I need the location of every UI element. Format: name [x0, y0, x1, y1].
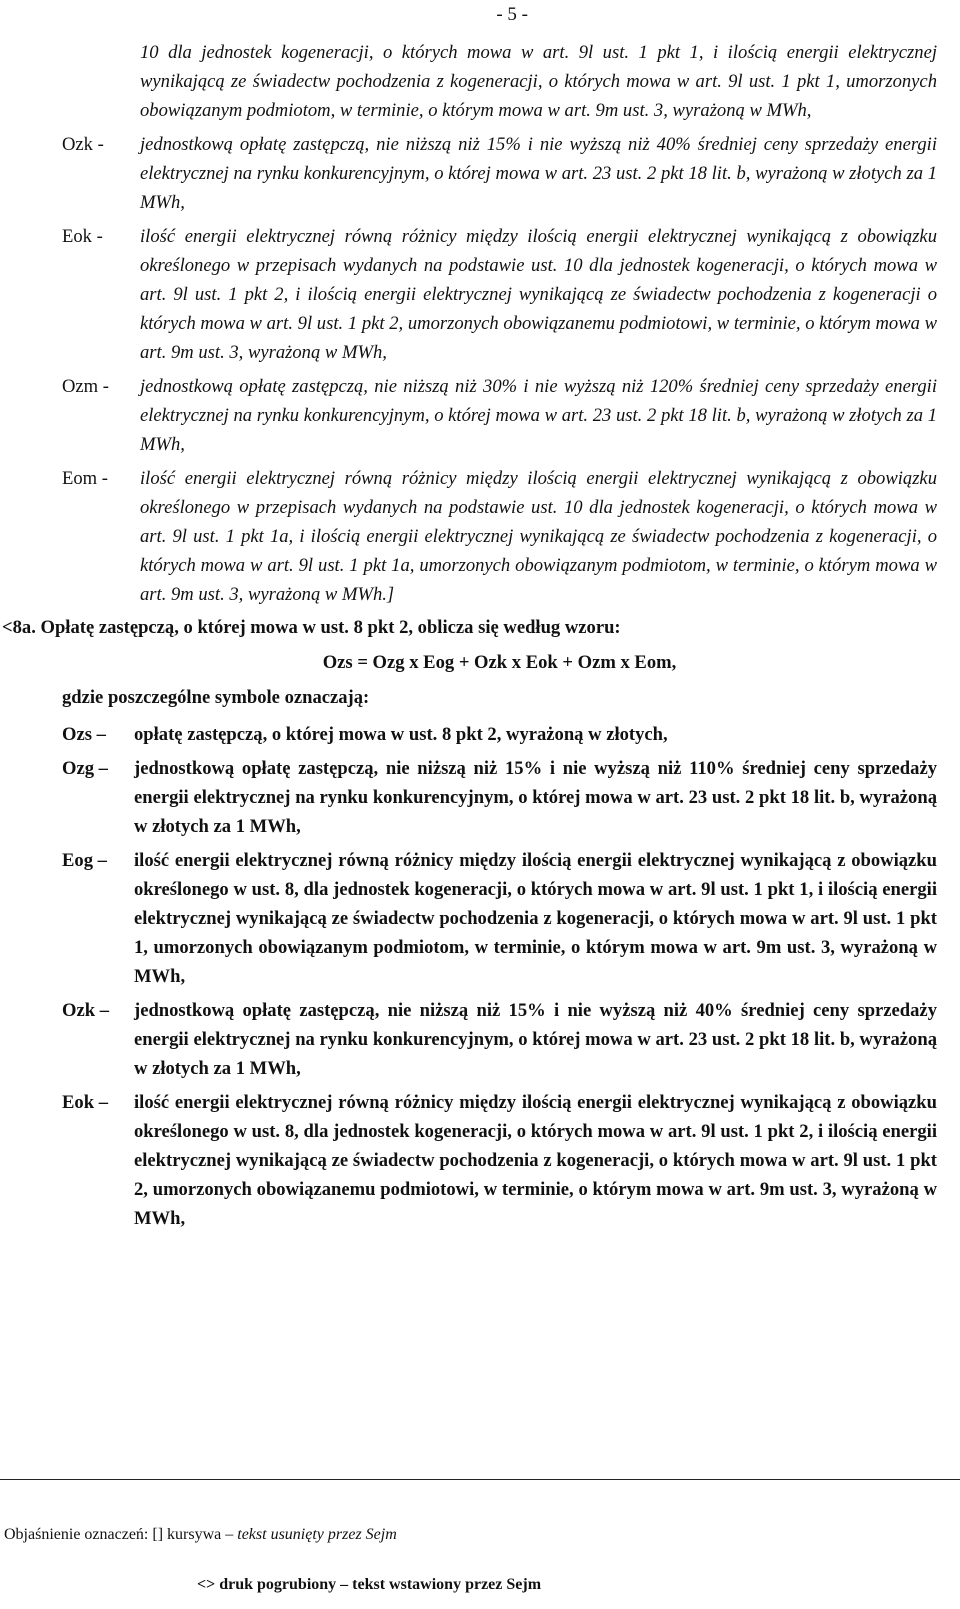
symbol-eok: [62, 1088, 937, 1233]
symbol-text: opłatę zastępczą, o której mowa w ust. 8 pkt 2, wyrażoną w złotych,: [134, 724, 668, 745]
legend-italic-example: tekst usunięty przez Sejm: [237, 1526, 397, 1543]
symbol-ozg: [62, 754, 937, 841]
definition-eom-old: [62, 464, 937, 609]
legend-prefix: Objaśnienie oznaczeń: [] kursywa –: [4, 1526, 238, 1543]
definition-eok-old: [62, 222, 937, 367]
definition-text: jednostkową opłatę zastępczą, nie niższą niż 15% i nie wyższą niż 40% średniej ceny sprzedaży energii elektrycznej na rynku konkurencyjnym, o której mowa w art. 23 ust. 2 pkt 18 lit. b, wyrażoną w złotych za 1 MWh,: [140, 134, 937, 213]
definition-term: Eom -: [62, 468, 108, 489]
definition-text: ilość energii elektrycznej równą różnicy między ilością energii elektrycznej wynikającą z obowiązku określonego w przepisach wydanych na podstawie ust. 10 dla jednostek kogeneracji, o których mowa w art. 9l ust. 1 pkt 2, i ilością energii elektrycznej wynikającą ze świadectw pochodzenia z kogeneracji o których mowa w art. 9l ust. 1 pkt 2, umorzonych obowiązanemu podmiotowi, w terminie, o którym mowa w art. 9m ust. 3, wyrażoną w MWh,: [140, 226, 937, 363]
definition-text: ilość energii elektrycznej równą różnicy między ilością energii elektrycznej wynikającą z obowiązku określonego w przepisach wydanych na podstawie ust. 10 dla jednostek kogeneracji, o których mowa w art. 9l ust. 1 pkt 1a, i ilością energii elektrycznej wynikającą ze świadectw pochodzenia z kogeneracji, o których mowa w art. 9l ust. 1 pkt 1a, umorzonych obowiązanym podmiotom, w terminie, o którym mowa w art. 9m ust. 3, wyrażoną w MWh.]: [140, 468, 937, 605]
symbol-text: ilość energii elektrycznej równą różnicy między ilością energii elektrycznej wynikającą z obowiązku określonego w ust. 8, dla jednostek kogeneracji, o których mowa w art. 9l ust. 1 pkt 1, i ilością energii elektrycznej wynikającą ze świadectw pochodzenia z kogeneracji, o których mowa w art. 9l ust. 1 pkt 1, umorzonych obowiązanym podmiotom, w terminie, o którym mowa w art. 9m ust. 3, wyrażoną w MWh,: [134, 850, 937, 987]
symbol-ozs: [62, 720, 937, 749]
definition-text: jednostkową opłatę zastępczą, nie niższą niż 30% i nie wyższą niż 120% średniej ceny sprzedaży energii elektrycznej na rynku konkurencyjnym, o której mowa w art. 23 ust. 2 pkt 18 lit. b, wyrażoną w złotych za 1 MWh,: [140, 376, 937, 455]
section-heading: <8a. Opłatę zastępczą, o której mowa w ust. 8 pkt 2, oblicza się według wzoru:: [2, 617, 621, 638]
symbol-term: Ozk –: [62, 1000, 110, 1021]
symbol-eog: [62, 846, 937, 991]
symbol-text: jednostkową opłatę zastępczą, nie niższą niż 15% i nie wyższą niż 110% średniej ceny sprzedaży energii elektrycznej na rynku konkurencyjnym, o której mowa w art. 23 ust. 2 pkt 18 lit. b, wyrażoną w złotych za 1 MWh,: [134, 758, 937, 837]
document-body: [2, 38, 937, 1233]
footer-divider: [0, 1479, 960, 1480]
definition-ozm-old: [62, 372, 937, 459]
definition-term: Ozk -: [62, 134, 104, 155]
legend-line-1: [4, 1524, 397, 1546]
symbol-text: ilość energii elektrycznej równą różnicy między ilością energii elektrycznej wynikającą z obowiązku określonego w ust. 8, dla jednostek kogeneracji, o których mowa w art. 9l ust. 1 pkt 2, i ilością energii elektrycznej wynikającą ze świadectw pochodzenia z kogeneracji, o których mowa w art. 9l ust. 1 pkt 2, umorzonych obowiązanemu podmiotowi, w terminie, o którym mowa w art. 9m ust. 3, wyrażoną w MWh,: [134, 1092, 937, 1229]
definition-term: Ozm -: [62, 376, 109, 397]
continued-definition: [62, 38, 937, 125]
symbol-list: [62, 720, 937, 1233]
page-number: - 5 -: [496, 4, 528, 25]
definition-term: Eok -: [62, 226, 103, 247]
definition-ozk-old: [62, 130, 937, 217]
symbol-ozk: [62, 996, 937, 1083]
symbols-intro: gdzie poszczególne symbole oznaczają:: [62, 687, 370, 708]
symbol-text: jednostkową opłatę zastępczą, nie niższą niż 15% i nie wyższą niż 40% średniej ceny sprzedaży energii elektrycznej na rynku konkurencyjnym, o której mowa w art. 23 ust. 2 pkt 18 lit. b, wyrażoną w złotych za 1 MWh,: [134, 1000, 937, 1079]
symbol-term: Eog –: [62, 850, 107, 871]
legend-line-2: <> druk pogrubiony – tekst wstawiony przez Sejm: [197, 1576, 542, 1593]
formula: Ozs = Ozg x Eog + Ozk x Eok + Ozm x Eom,: [322, 652, 677, 673]
symbol-term: Ozs –: [62, 724, 106, 745]
symbol-term: Eok –: [62, 1092, 108, 1113]
symbol-term: Ozg –: [62, 758, 108, 779]
definition-text: 10 dla jednostek kogeneracji, o których mowa w art. 9l ust. 1 pkt 1, i ilością energii elektrycznej wynikającą ze świadectw pochodzenia z kogeneracji, o których mowa w art. 9l ust. 1 pkt 1, umorzonych obowiązanym podmiotom, w terminie, o którym mowa w art. 9m ust. 3, wyrażoną w MWh,: [140, 42, 937, 121]
